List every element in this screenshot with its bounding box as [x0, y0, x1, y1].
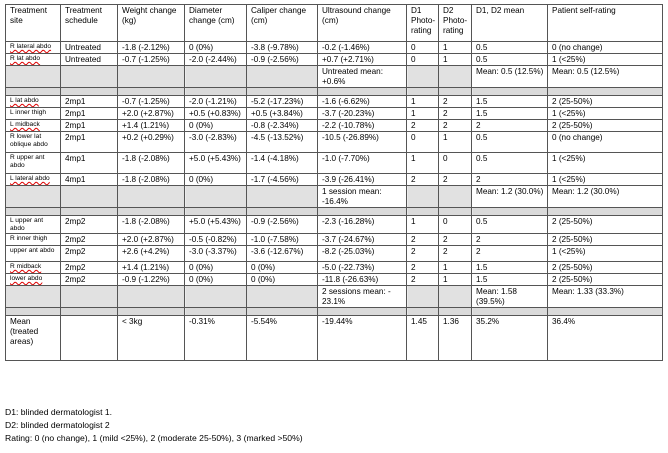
cell: -3.7 (-24.67%) [318, 234, 407, 246]
empty-cell [6, 186, 61, 208]
cell: -0.7 (-1.25%) [118, 54, 185, 66]
empty-cell [407, 286, 439, 308]
cell: 2mp2 [61, 216, 118, 234]
cell: 4mp1 [61, 174, 118, 186]
cell: 1 [407, 96, 439, 108]
site-cell: R inner thigh [6, 234, 61, 246]
cell: -0.2 (-1.46%) [318, 42, 407, 54]
cell: 0 (0%) [185, 262, 247, 274]
site-cell: L midback [6, 120, 61, 132]
cell: 2 [439, 234, 472, 246]
table-row [6, 108, 663, 120]
cell: 0.5 [472, 216, 548, 234]
cell: -0.7 (-1.25%) [118, 96, 185, 108]
cell: 2 (25-50%) [548, 216, 663, 234]
cell: 0 (0%) [247, 262, 318, 274]
cell: -0.5 (-0.82%) [185, 234, 247, 246]
site-cell: R upper ant abdo [6, 153, 61, 174]
cell: 1 [407, 216, 439, 234]
table-footnotes [5, 406, 303, 445]
site-cell: L upper ant abdo [6, 216, 61, 234]
cell: 0.5 [472, 42, 548, 54]
ultrasound-summary: 2 sessions mean: - 23.1% [318, 286, 407, 308]
empty-cell [61, 66, 118, 88]
cell: 0.5 [472, 54, 548, 66]
cell: -2.0 (-1.21%) [185, 96, 247, 108]
cell: 2mp2 [61, 246, 118, 262]
cell: -3.7 (-20.23%) [318, 108, 407, 120]
cell: 1.45 [407, 316, 439, 361]
cell: -1.8 (-2.08%) [118, 216, 185, 234]
header-cell: Caliper change (cm) [247, 5, 318, 42]
cell: 2 (25-50%) [548, 234, 663, 246]
mean-summary: Mean: 0.5 (12.5%) [472, 66, 548, 88]
cell: 1 [439, 262, 472, 274]
cell: 2 [472, 174, 548, 186]
summary-row [6, 286, 663, 308]
self-rating-summary: Mean: 0.5 (12.5%) [548, 66, 663, 88]
empty-cell [247, 186, 318, 208]
header-row [6, 5, 663, 42]
empty-cell [61, 186, 118, 208]
cell: -3.8 (-9.78%) [247, 42, 318, 54]
mean-summary: Mean: 1.58 (39.5%) [472, 286, 548, 308]
cell: +1.4 (1.21%) [118, 120, 185, 132]
cell: -1.7 (-4.56%) [247, 174, 318, 186]
empty-cell [247, 66, 318, 88]
self-rating-summary: Mean: 1.2 (30.0%) [548, 186, 663, 208]
cell: 2 [407, 120, 439, 132]
empty-cell [247, 286, 318, 308]
cell: +0.5 (+3.84%) [247, 108, 318, 120]
self-rating-summary: Mean: 1.33 (33.3%) [548, 286, 663, 308]
table-row [6, 120, 663, 132]
table-row [6, 174, 663, 186]
header-cell: Ultrasound change (cm) [318, 5, 407, 42]
cell: 2 [439, 246, 472, 262]
spacer-row [6, 88, 663, 96]
empty-cell [439, 66, 472, 88]
cell: -1.4 (-4.18%) [247, 153, 318, 174]
cell: 1 [407, 108, 439, 120]
cell: 2 [407, 262, 439, 274]
header-cell: D1, D2 mean [472, 5, 548, 42]
cell: 1.5 [472, 96, 548, 108]
cell: 2 [439, 120, 472, 132]
cell: 0 (no change) [548, 132, 663, 153]
empty-cell [6, 286, 61, 308]
cell: 2 [439, 96, 472, 108]
cell: 0 [439, 216, 472, 234]
summary-row [6, 66, 663, 88]
cell: 2 [472, 246, 548, 262]
cell: Untreated [61, 54, 118, 66]
cell: -4.5 (-13.52%) [247, 132, 318, 153]
cell: 1.5 [472, 274, 548, 286]
cell: 1 [407, 153, 439, 174]
empty-cell [118, 286, 185, 308]
site-cell: upper ant abdo [6, 246, 61, 262]
empty-cell [118, 66, 185, 88]
empty-cell [185, 66, 247, 88]
cell: +2.0 (+2.87%) [118, 234, 185, 246]
footnote-d1: D1: blinded dermatologist 1. [5, 407, 113, 417]
cell: -0.31% [185, 316, 247, 361]
cell: Untreated [61, 42, 118, 54]
cell: 1 [439, 132, 472, 153]
empty-cell [185, 286, 247, 308]
cell: -0.9 (-2.56%) [247, 216, 318, 234]
site-cell: L lat abdo [6, 96, 61, 108]
cell: -11.8 (-26.63%) [318, 274, 407, 286]
cell: 0.5 [472, 153, 548, 174]
empty-cell [185, 186, 247, 208]
cell: 2 [472, 234, 548, 246]
table-row [6, 96, 663, 108]
table-row [6, 132, 663, 153]
cell: 1.36 [439, 316, 472, 361]
empty-cell [439, 286, 472, 308]
cell: -5.54% [247, 316, 318, 361]
cell: 2 (25-50%) [548, 262, 663, 274]
empty-cell [407, 66, 439, 88]
cell: 0 (0%) [185, 274, 247, 286]
cell: 1.5 [472, 262, 548, 274]
cell: 2 [407, 174, 439, 186]
ultrasound-summary: Untreated mean: +0.6% [318, 66, 407, 88]
site-cell: R midback [6, 262, 61, 274]
header-cell: Patient self-rating [548, 5, 663, 42]
cell: -0.9 (-1.22%) [118, 274, 185, 286]
cell: -3.9 (-26.41%) [318, 174, 407, 186]
cell: 1 [439, 274, 472, 286]
cell: +2.0 (+2.87%) [118, 108, 185, 120]
site-cell: L inner thigh [6, 108, 61, 120]
cell: 2 (25-50%) [548, 120, 663, 132]
cell: 1 [439, 54, 472, 66]
site-cell: lower abdo [6, 274, 61, 286]
cell: -19.44% [318, 316, 407, 361]
cell: -2.0 (-2.44%) [185, 54, 247, 66]
cell: +2.6 (+4.2%) [118, 246, 185, 262]
empty-cell [439, 186, 472, 208]
cell: +5.0 (+5.43%) [185, 216, 247, 234]
cell: -2.2 (-10.78%) [318, 120, 407, 132]
cell: 0 [407, 42, 439, 54]
totals-label: Mean (treated areas) [6, 316, 61, 361]
cell: 2 [439, 108, 472, 120]
site-cell: R lat abdo [6, 54, 61, 66]
cell: +0.7 (+2.71%) [318, 54, 407, 66]
header-cell: Weight change (kg) [118, 5, 185, 42]
cell: 2 [439, 174, 472, 186]
ultrasound-summary: 1 session mean: -16.4% [318, 186, 407, 208]
summary-row [6, 186, 663, 208]
cell: 0 (0%) [185, 174, 247, 186]
cell: < 3kg [118, 316, 185, 361]
results-table [5, 4, 663, 361]
spacer-row [6, 308, 663, 316]
cell: +0.5 (+0.83%) [185, 108, 247, 120]
site-cell: R lateral abdo [6, 42, 61, 54]
cell: 2mp1 [61, 132, 118, 153]
cell: +5.0 (+5.43%) [185, 153, 247, 174]
cell: 0 (0%) [185, 120, 247, 132]
cell: -8.2 (-25.03%) [318, 246, 407, 262]
footnote-rating: Rating: 0 (no change), 1 (mild <25%), 2 (moderate 25-50%), 3 (marked >50%) [5, 433, 303, 443]
cell: -0.9 (-2.56%) [247, 54, 318, 66]
cell: 0 [439, 153, 472, 174]
cell: -1.6 (-6.62%) [318, 96, 407, 108]
cell: -10.5 (-26.89%) [318, 132, 407, 153]
totals-row [6, 316, 663, 361]
table-row [6, 262, 663, 274]
cell: 2mp2 [61, 262, 118, 274]
cell: -5.2 (-17.23%) [247, 96, 318, 108]
cell: 1 (<25%) [548, 153, 663, 174]
cell: 2 [472, 120, 548, 132]
cell: -1.0 (-7.70%) [318, 153, 407, 174]
table-row [6, 54, 663, 66]
cell: 2mp1 [61, 108, 118, 120]
cell: 2mp1 [61, 120, 118, 132]
table-row [6, 246, 663, 262]
cell: 0.5 [472, 132, 548, 153]
table-row [6, 153, 663, 174]
header-cell: D2 Photo-rating [439, 5, 472, 42]
spacer-row [6, 208, 663, 216]
cell: 1.5 [472, 108, 548, 120]
cell: 1 (<25%) [548, 174, 663, 186]
header-cell: D1 Photo-rating [407, 5, 439, 42]
header-cell: Diameter change (cm) [185, 5, 247, 42]
header-cell: Treatment site [6, 5, 61, 42]
empty-cell [6, 66, 61, 88]
cell: -1.8 (-2.08%) [118, 153, 185, 174]
empty-cell [61, 286, 118, 308]
cell: 1 (<25%) [548, 54, 663, 66]
cell: 2mp2 [61, 274, 118, 286]
cell: -1.0 (-7.58%) [247, 234, 318, 246]
cell: 2 [407, 274, 439, 286]
cell: +1.4 (1.21%) [118, 262, 185, 274]
cell: 2mp2 [61, 234, 118, 246]
header-cell: Treatment schedule [61, 5, 118, 42]
cell: 2 (25-50%) [548, 274, 663, 286]
site-cell: L lateral abdo [6, 174, 61, 186]
cell: 1 (<25%) [548, 108, 663, 120]
cell: 1 [439, 42, 472, 54]
cell: -5.0 (-22.73%) [318, 262, 407, 274]
footnote-d2: D2: blinded dermatologist 2 [5, 420, 110, 430]
cell: -3.0 (-2.83%) [185, 132, 247, 153]
cell: 35.2% [472, 316, 548, 361]
cell: +0.2 (+0.29%) [118, 132, 185, 153]
cell: 2 [407, 234, 439, 246]
table-row [6, 274, 663, 286]
site-cell: R lower lat oblique abdo [6, 132, 61, 153]
empty-cell [407, 186, 439, 208]
cell: -1.8 (-2.08%) [118, 174, 185, 186]
cell: 4mp1 [61, 153, 118, 174]
cell: 2mp1 [61, 96, 118, 108]
cell: -0.8 (-2.34%) [247, 120, 318, 132]
cell: -3.6 (-12.67%) [247, 246, 318, 262]
cell: -3.0 (-3.37%) [185, 246, 247, 262]
cell: 2 [407, 246, 439, 262]
table-row [6, 234, 663, 246]
cell: 0 (0%) [247, 274, 318, 286]
cell [61, 316, 118, 361]
cell: 36.4% [548, 316, 663, 361]
cell: 0 (no change) [548, 42, 663, 54]
cell: 1 (<25%) [548, 246, 663, 262]
cell: 0 [407, 132, 439, 153]
table-row [6, 42, 663, 54]
empty-cell [118, 186, 185, 208]
cell: 0 (0%) [185, 42, 247, 54]
cell: -2.3 (-16.28%) [318, 216, 407, 234]
cell: 0 [407, 54, 439, 66]
mean-summary: Mean: 1.2 (30.0%) [472, 186, 548, 208]
cell: 2 (25-50%) [548, 96, 663, 108]
table-row [6, 216, 663, 234]
cell: -1.8 (-2.12%) [118, 42, 185, 54]
